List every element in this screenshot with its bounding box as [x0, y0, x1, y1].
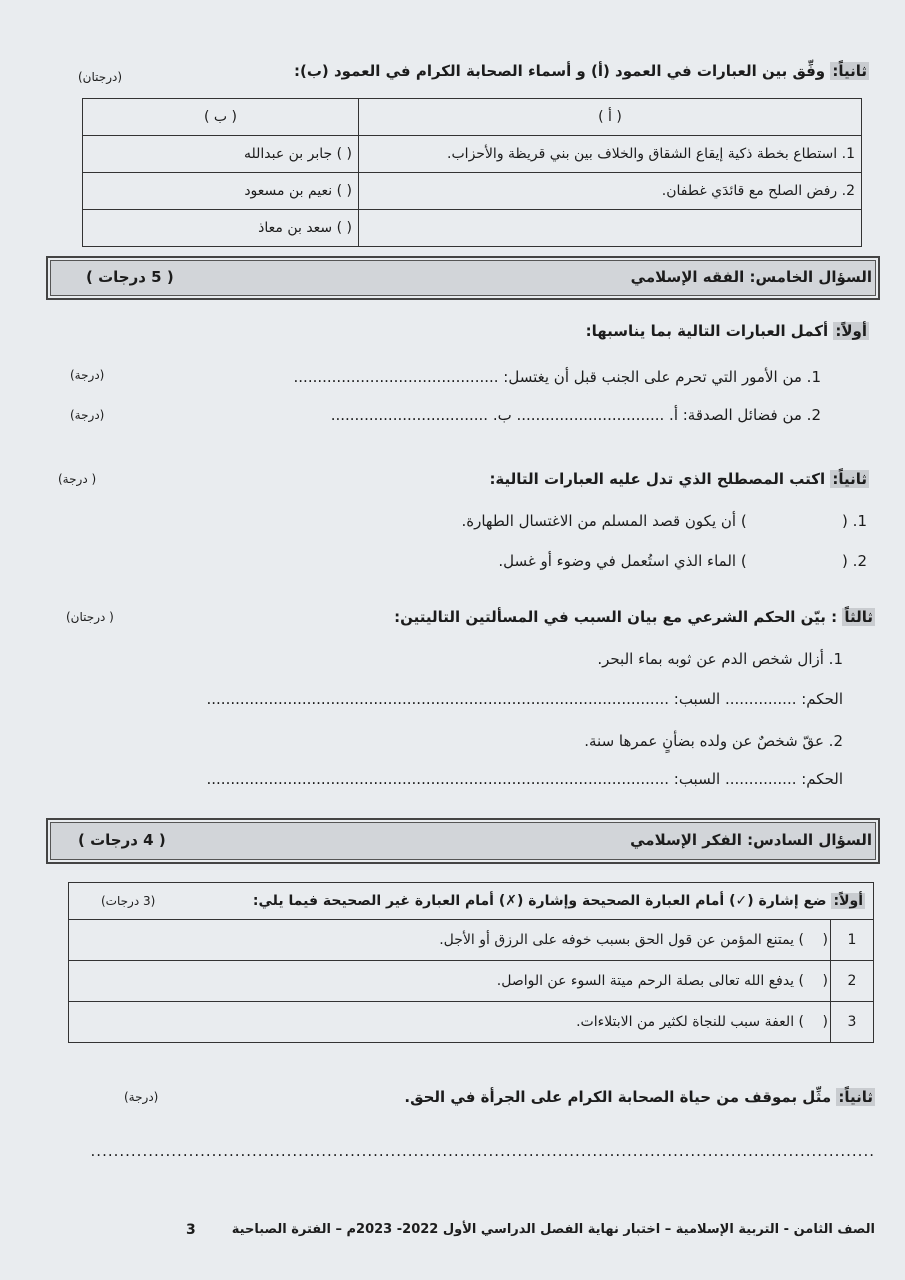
q5-part3-text: : بيّن الحكم الشرعي مع بيان السبب في المسألتين التاليتين:: [394, 608, 838, 626]
match-grade: (درجتان): [78, 70, 123, 84]
q5-part3-question-1: 1. أزال شخص الدم عن ثوبه بماء البحر.: [597, 650, 843, 668]
table-row: [83, 210, 862, 247]
q5-part3-label: ثالثاً: [844, 608, 873, 626]
true-false-header: [69, 883, 874, 920]
true-false-table: [68, 882, 874, 1043]
answer-paren[interactable]: (: [812, 1002, 831, 1043]
statement: ) يمتنع المؤمن عن قول الحق بسبب خوفه على الرزق أو الأجل.: [69, 920, 813, 961]
q5-part3-question-2: 2. عقّ شخصٌ عن ولده بضأنٍ عمرها سنة.: [584, 732, 843, 750]
answer-paren[interactable]: (: [812, 961, 831, 1002]
q5-part3-heading: [394, 608, 875, 626]
table-row: [69, 883, 874, 920]
q6-part2-label: ثانياً:: [838, 1088, 873, 1106]
answer-paren[interactable]: (: [812, 920, 831, 961]
match-heading-text: وفِّق بين العبارات في العمود (أ) و أسماء الصحابة الكرام في العمود (ب):: [293, 62, 826, 80]
row-number: 3: [831, 1002, 874, 1043]
col-a-header: ( أ ): [359, 99, 862, 136]
q6-title: السؤال السادس: الفكر الإسلامي: [630, 831, 872, 849]
table-row: [69, 1002, 874, 1043]
q5-part1-label: أولاً:: [835, 322, 867, 340]
row-number: 2: [831, 961, 874, 1002]
q5-part1-item-1: 1. من الأمور التي تحرم على الجنب قبل أن يغتسل: ...........................................: [293, 368, 821, 386]
q5-part2-grade: ( درجة): [58, 472, 97, 486]
q6-part1-text: ضع إشارة (✓) أمام العبارة الصحيحة وإشارة (✗) أمام العبارة غير الصحيحة فيما يلي:: [252, 893, 827, 909]
q5-part2-text: اكتب المصطلح الذي تدل عليه العبارات التالية:: [489, 470, 826, 488]
q5-part1-grade-2: (درجة): [70, 408, 105, 422]
page-number: 3: [186, 1222, 196, 1238]
match-heading-label: ثانياً:: [832, 62, 867, 80]
match-table: [82, 98, 862, 247]
col-b-item: ( ) جابر بن عبدالله: [83, 136, 359, 173]
q6-part2-text: مثِّل بموقف من حياة الصحابة الكرام على الجرأة في الحق.: [404, 1088, 832, 1106]
q5-part2-item-1: 1. ( ) أن يكون قصد المسلم من الاغتسال الطهارة.: [461, 512, 867, 530]
q5-part1-item-2: 2. من فضائل الصدقة: أ. ............................... ب. .................................: [330, 406, 821, 424]
q6-marks: ( 4 درجات ): [78, 831, 166, 849]
q6-part2-grade: (درجة): [124, 1090, 159, 1104]
q6-part1-grade: (3 درجات): [101, 894, 156, 908]
q6-part2-answer-line[interactable]: ........................................................................................................................................: [90, 1142, 875, 1160]
statement: ) العفة سبب للنجاة لكثير من الابتلاءات.: [69, 1002, 813, 1043]
q5-part1-heading: [586, 322, 869, 340]
q6-part2-heading: [404, 1088, 875, 1106]
q5-title: السؤال الخامس: الفقه الإسلامي: [630, 268, 872, 286]
col-a-item: 1. استطاع بخطة ذكية إيقاع الشقاق والخلاف بين بني قريظة والأحزاب.: [359, 136, 862, 173]
q5-header: [46, 256, 880, 300]
col-b-item: ( ) نعيم بن مسعود: [83, 173, 359, 210]
table-row: [83, 136, 862, 173]
q5-part1-grade-1: (درجة): [70, 368, 105, 382]
table-row: [83, 173, 862, 210]
row-number: 1: [831, 920, 874, 961]
q6-part1-heading: [253, 893, 865, 909]
q5-part3-answer-1[interactable]: الحكم: ............... السبب: .................................................................................................: [206, 690, 843, 708]
q5-marks: ( 5 درجات ): [86, 268, 174, 286]
match-heading: [294, 62, 869, 80]
table-row: [69, 961, 874, 1002]
statement: ) يدفع الله تعالى بصلة الرحم ميتة السوء عن الواصل.: [69, 961, 813, 1002]
col-b-item: ( ) سعد بن معاذ: [83, 210, 359, 247]
q6-header: [46, 818, 880, 864]
q5-part3-grade: ( درجتان): [66, 610, 114, 624]
q5-part3-answer-2[interactable]: الحكم: ............... السبب: .................................................................................................: [206, 770, 843, 788]
q5-part2-heading: [489, 470, 869, 488]
q5-part1-text: أكمل العبارات التالية بما يناسبها:: [585, 322, 829, 340]
col-a-item: 2. رفض الصلح مع قائدَي غطفان.: [359, 173, 862, 210]
q6-part1-label: أولاً:: [833, 893, 863, 909]
footer-text: الصف الثامن - التربية الإسلامية – اختبار نهاية الفصل الدراسي الأول 2022- 2023م – الفترة الصباحية: [231, 1222, 875, 1237]
table-row: [69, 920, 874, 961]
q5-part2-label: ثانياً:: [832, 470, 867, 488]
q5-part2-item-2: 2. ( ) الماء الذي استُعمل في وضوء أو غسل.: [498, 552, 867, 570]
table-row: [83, 99, 862, 136]
col-a-item: [359, 210, 862, 247]
col-b-header: ( ب ): [83, 99, 359, 136]
